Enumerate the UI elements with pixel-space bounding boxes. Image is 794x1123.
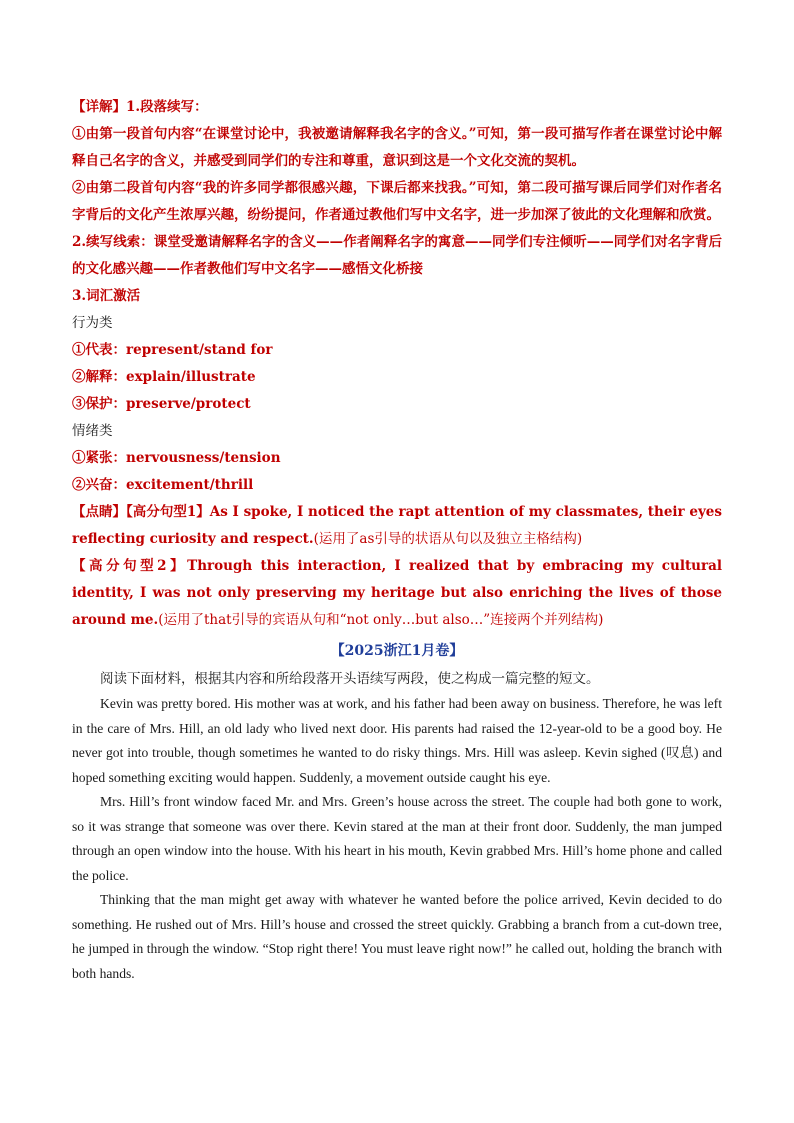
vocab-item: ②兴奋：excitement/thrill	[72, 477, 254, 493]
detail-heading: 【详解】1.段落续写：	[72, 99, 208, 115]
writing-clue: 2.续写线索：课堂受邀请解释名字的含义——作者阐释名字的寓意——同学们专注倾听——同学们对名字背后的文化感兴趣——作者教他们写中文名字——感悟文化桥接	[72, 234, 722, 277]
vocab-item: ③保护：preserve/protect	[72, 396, 251, 412]
category-emotion: 情绪类	[72, 423, 113, 439]
detail-paragraph-2: ②由第二段首句内容“我的许多同学都很感兴趣，下课后都来找我。”可知，第二段可描写课后同学们对作者名字背后的文化产生浓厚兴趣，纷纷提问，作者通过教他们写中文名字，进一步加深了彼此的文化理解和欣赏。	[72, 180, 722, 223]
vocab-heading: 3.词汇激活	[72, 288, 141, 304]
category-action: 行为类	[72, 315, 113, 331]
section-title: 【2025浙江1月卷】	[330, 643, 464, 659]
highlight-1-note: (运用了as引导的状语从句以及独立主格结构)	[313, 531, 583, 547]
vocab-item: ①代表：represent/stand for	[72, 342, 273, 358]
document-page	[72, 94, 722, 986]
highlight-2-note: (运用了that引导的宾语从句和“not only…but also…”连接两个并列结构)	[158, 612, 604, 628]
highlight-sentence-2	[72, 553, 722, 634]
vocab-item: ①紧张：nervousness/tension	[72, 450, 281, 466]
instruction-text: 阅读下面材料，根据其内容和所给段落开头语续写两段，使之构成一篇完整的短文。	[100, 671, 600, 687]
story-paragraph: Kevin was pretty bored. His mother was at work, and his father had been away on business. Therefore, he was left in the care of Mrs. Hill, an old lady who lived next door. His parents had raised the 12-year-old to be a good boy. He never got into trouble, though sometimes he wanted to do risky things. Mrs. Hill was asleep. Kevin sighed (叹息) and hoped something exciting would happen. Suddenly, a movement outside caught his eye.	[72, 696, 722, 785]
highlight-2-text: 【高分句型2】Through this interaction, I realized that by embracing my cultural identity, I was not only preserving my heritage but also enriching the lives of those around me.	[72, 558, 722, 628]
highlight-1-text: 【点睛】【高分句型1】As I spoke, I noticed the rapt attention of my classmates, their eyes reflecting curiosity and respect.	[72, 504, 722, 547]
vocab-item: ②解释：explain/illustrate	[72, 369, 256, 385]
highlight-sentence-1	[72, 499, 722, 553]
story-paragraph: Thinking that the man might get away with whatever he wanted before the police arrived, Kevin decided to do something. He rushed out of Mrs. Hill’s house and crossed the street quickly. Grabbing a branch from a cut-down tree, he jumped in through the window. “Stop right there! You must leave right now!” he called out, holding the branch with both hands.	[72, 892, 722, 981]
story-paragraph: Mrs. Hill’s front window faced Mr. and Mrs. Green’s house across the street. The couple had both gone to work, so it was strange that someone was over there. Kevin stared at the man at their front door. Suddenly, the man jumped through an open window into the house. With his heart in his mouth, Kevin grabbed Mrs. Hill’s home phone and called the police.	[72, 794, 722, 883]
detail-paragraph-1: ①由第一段首句内容“在课堂讨论中，我被邀请解释我名字的含义。”可知，第一段可描写作者在课堂讨论中解释自己名字的含义，并感受到同学们的专注和尊重，意识到这是一个文化交流的契机。	[72, 126, 722, 169]
